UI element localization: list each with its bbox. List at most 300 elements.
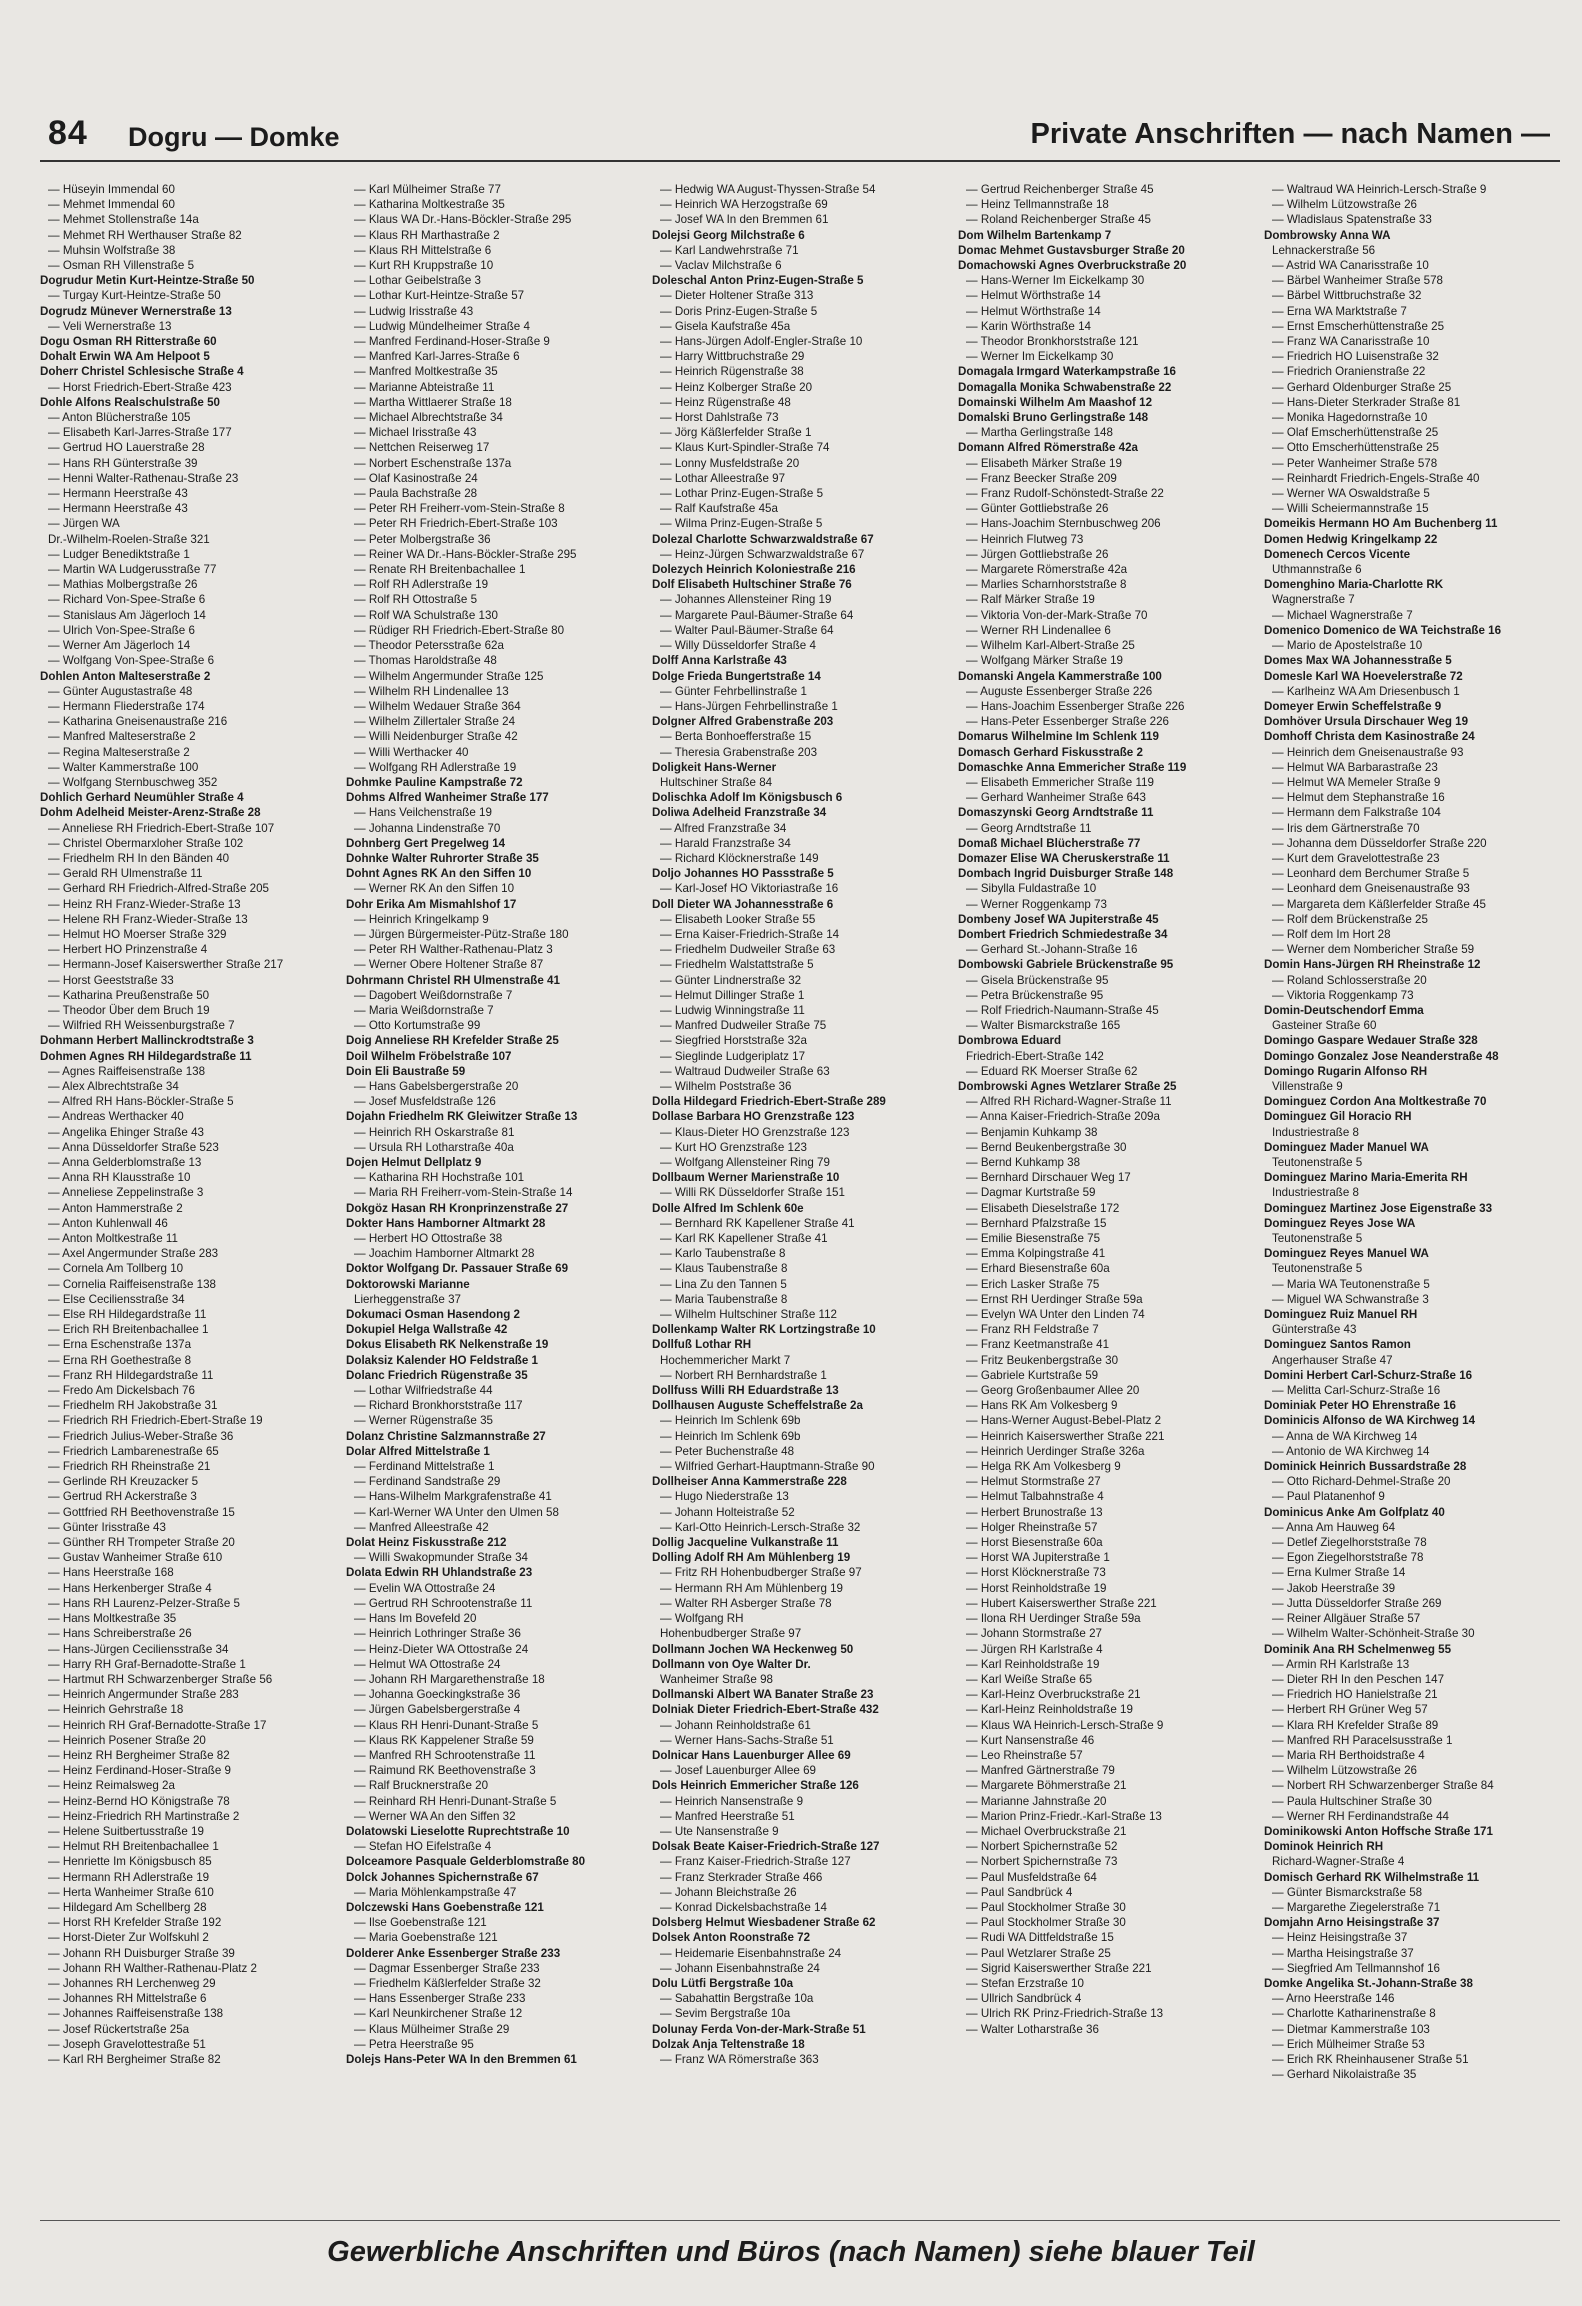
- directory-entry: — Dagmar Kurtstraße 59: [966, 1186, 1096, 1200]
- directory-surname-entry: Dominik Ana RH Schelmenweg 55: [1264, 1642, 1452, 1656]
- directory-entry: — Peter Buchenstraße 48: [660, 1444, 795, 1458]
- directory-entry: Hultschiner Straße 84: [660, 775, 773, 789]
- directory-entry: Gasteiner Straße 60: [1272, 1019, 1377, 1033]
- directory-entry: — Johanna Goeckingkstraße 36: [354, 1688, 521, 1702]
- directory-surname-entry: Dollig Jacqueline Vulkanstraße 11: [652, 1536, 839, 1550]
- directory-entry: — Bernd Kuhkamp 38: [966, 1156, 1081, 1169]
- directory-entry: — Johann Reinholdstraße 61: [660, 1718, 811, 1732]
- directory-entry: — Franz Beecker Straße 209: [966, 471, 1117, 485]
- directory-entry: — Richard Von-Spee-Straße 6: [48, 593, 206, 607]
- page-header: [40, 108, 1560, 156]
- directory-entry: — Manfred Moltkestraße 35: [354, 365, 498, 379]
- directory-entry: — Bärbel Wittbruchstraße 32: [1272, 289, 1422, 303]
- directory-entry: — Gabriele Kurtstraße 59: [966, 1368, 1099, 1382]
- directory-surname-entry: Domalski Bruno Gerlingstraße 148: [958, 411, 1149, 425]
- directory-surname-entry: Domaß Michael Blücherstraße 77: [958, 836, 1141, 850]
- directory-surname-entry: Domjahn Arno Heisingstraße 37: [1264, 1916, 1440, 1930]
- directory-entry: — Herbert RH Grüner Weg 57: [1272, 1703, 1428, 1717]
- directory-entry: — Gertrud RH Schrootenstraße 11: [354, 1596, 533, 1610]
- directory-entry: — Sibylla Fuldastraße 10: [966, 882, 1097, 896]
- directory-entry: — Herta Wanheimer Straße 610: [48, 1885, 214, 1899]
- directory-entry: — Petra Heerstraße 95: [354, 2037, 474, 2051]
- directory-entry: — Evelyn WA Unter den Linden 74: [966, 1308, 1145, 1322]
- directory-entry: — Leonhard dem Berchumer Straße 5: [1272, 867, 1470, 881]
- directory-entry: — Maria RH Freiherr-vom-Stein-Straße 14: [354, 1186, 573, 1200]
- directory-entry: — Heinrich Kaiserswerther Straße 221: [966, 1429, 1165, 1443]
- directory-columns: [40, 182, 1560, 2192]
- directory-surname-entry: Dominguez Mader Manuel WA: [1264, 1140, 1429, 1154]
- directory-entry: — Emma Kolpingstraße 41: [966, 1247, 1106, 1261]
- directory-entry: — Ferdinand Sandstraße 29: [354, 1475, 501, 1489]
- directory-entry: — Wolfgang RH: [660, 1612, 744, 1626]
- directory-entry: — Karl Landwehrstraße 71: [660, 243, 799, 257]
- directory-entry: — Helmut Wörthstraße 14: [966, 289, 1101, 303]
- directory-surname-entry: Dolezal Charlotte Schwarzwaldstraße 67: [652, 532, 874, 546]
- directory-surname-entry: Dolejsi Georg Milchstraße 6: [652, 228, 805, 242]
- page-number: 84: [48, 114, 88, 152]
- directory-entry: — Paula Bachstraße 28: [354, 487, 478, 501]
- directory-entry: — Else Ceciliensstraße 34: [48, 1292, 185, 1306]
- directory-surname-entry: Dokter Hans Hamborner Altmarkt 28: [346, 1216, 546, 1230]
- directory-entry: — Friedhelm RH Jakobstraße 31: [48, 1399, 218, 1413]
- directory-surname-entry: Dominicis Alfonso de WA Kirchweg 14: [1264, 1414, 1476, 1428]
- directory-entry: — Dieter Holtener Straße 313: [660, 289, 814, 303]
- directory-entry: — Walter Paul-Bäumer-Straße 64: [660, 623, 834, 637]
- directory-entry: — Ludwig Mündelheimer Straße 4: [354, 319, 530, 333]
- directory-entry: Industriestraße 8: [1272, 1125, 1359, 1139]
- directory-entry: — Evelin WA Ottostraße 24: [354, 1581, 496, 1595]
- directory-surname-entry: Dogrudur Metin Kurt-Heintze-Straße 50: [40, 274, 255, 288]
- directory-entry: — Hans-Wilhelm Markgrafenstraße 41: [354, 1490, 552, 1504]
- directory-entry: — Franz Keetmanstraße 41: [966, 1338, 1110, 1352]
- directory-entry: — Günter Lindnerstraße 32: [660, 973, 802, 987]
- directory-entry: — Hans-Peter Essenberger Straße 226: [966, 715, 1169, 729]
- directory-surname-entry: Dohnke Walter Ruhrorter Straße 35: [346, 851, 539, 865]
- directory-entry: — Werner WA An den Siffen 32: [354, 1809, 516, 1823]
- directory-entry: — Helmut Dillinger Straße 1: [660, 988, 805, 1002]
- directory-entry: — Bernhard Dirschauer Weg 17: [966, 1171, 1131, 1185]
- directory-entry: — Ralf Kaufstraße 45a: [660, 502, 778, 516]
- directory-entry: — Hans Im Bovefeld 20: [354, 1612, 477, 1626]
- directory-entry: — Lothar Geibelstraße 3: [354, 274, 481, 288]
- directory-entry: — Hermann dem Falkstraße 104: [1272, 806, 1441, 820]
- directory-entry: — Reinhard RH Henri-Dunant-Straße 5: [354, 1794, 557, 1808]
- directory-entry: — Armin RH Karlstraße 13: [1272, 1657, 1410, 1671]
- directory-entry: — Peter RH Walther-Rathenau-Platz 3: [354, 943, 553, 957]
- directory-entry: — Norbert RH Schwarzenberger Straße 84: [1272, 1779, 1494, 1793]
- directory-surname-entry: Domisch Gerhard RK Wilhelmstraße 11: [1264, 1870, 1480, 1884]
- directory-entry: — Gerhard RH Friedrich-Alfred-Straße 205: [48, 882, 269, 896]
- directory-entry: Angerhauser Straße 47: [1272, 1353, 1393, 1367]
- directory-entry: — Konrad Dickelsbachstraße 14: [660, 1900, 827, 1914]
- directory-entry: Lehnackerstraße 56: [1272, 243, 1376, 257]
- directory-surname-entry: Domagalla Monika Schwabenstraße 22: [958, 380, 1172, 394]
- directory-entry: — Willi Swakopmunder Straße 34: [354, 1551, 528, 1565]
- directory-entry: — Hans RK Am Volkesberg 9: [966, 1399, 1118, 1413]
- directory-surname-entry: Dogu Osman RH Ritterstraße 60: [40, 335, 217, 349]
- directory-surname-entry: Dominguez Martinez Jose Eigenstraße 33: [1264, 1201, 1493, 1215]
- directory-entry: — Heinrich Kringelkamp 9: [354, 912, 489, 926]
- directory-entry: — Marlies Scharnhorststraße 8: [966, 578, 1127, 592]
- directory-surname-entry: Dolderer Anke Essenberger Straße 233: [346, 1946, 561, 1960]
- directory-entry: — Heinrich Lothringer Straße 36: [354, 1627, 521, 1641]
- directory-surname-entry: Doktor Wolfgang Dr. Passauer Straße 69: [346, 1262, 569, 1276]
- directory-entry: — Norbert RH Bernhardstraße 1: [660, 1368, 827, 1382]
- directory-entry: — Waltraud WA Heinrich-Lersch-Straße 9: [1272, 183, 1487, 196]
- directory-entry: — Theodor Petersstraße 62a: [354, 639, 504, 653]
- directory-entry: — Josef Lauenburger Allee 69: [660, 1764, 816, 1778]
- directory-entry: — Angelika Ehinger Straße 43: [48, 1125, 204, 1139]
- directory-surname-entry: Dolceamore Pasquale Gelderblomstraße 80: [346, 1855, 586, 1869]
- directory-surname-entry: Dominguez Santos Ramon: [1264, 1338, 1411, 1352]
- header-divider: [40, 160, 1560, 162]
- directory-entry: — Karin Wörthstraße 14: [966, 319, 1091, 333]
- directory-entry: — Heinz Ferdinand-Hoser-Straße 9: [48, 1764, 231, 1778]
- directory-surname-entry: Dollmanski Albert WA Banater Straße 23: [652, 1688, 874, 1702]
- directory-entry: — Manfred Dudweiler Straße 75: [660, 1019, 827, 1033]
- directory-surname-entry: Dohmke Pauline Kampstraße 72: [346, 775, 523, 789]
- directory-entry: — Wilhelm Walter-Schönheit-Straße 30: [1272, 1627, 1475, 1641]
- directory-entry: — Josef WA In den Bremmen 61: [660, 213, 829, 227]
- directory-entry: — Werner Rügenstraße 35: [354, 1414, 493, 1428]
- directory-entry: — Klaus Mülheimer Straße 29: [354, 2022, 510, 2036]
- directory-entry: — Franz WA Canarisstraße 10: [1272, 335, 1430, 349]
- directory-surname-entry: Dombowski Gabriele Brückenstraße 95: [958, 958, 1174, 972]
- directory-entry: — Ulrich Von-Spee-Straße 6: [48, 623, 195, 637]
- directory-entry: — Sieglinde Ludgeriplatz 17: [660, 1049, 806, 1063]
- directory-entry: — Hans-Joachim Sternbuschweg 206: [966, 517, 1161, 531]
- directory-entry: — Rolf dem Im Hort 28: [1272, 927, 1391, 941]
- directory-entry: — Walter Bismarckstraße 165: [966, 1019, 1121, 1033]
- directory-entry: — Peter RH Friedrich-Ebert-Straße 103: [354, 517, 558, 531]
- directory-entry: — Wilfried RH Weissenburgstraße 7: [48, 1019, 235, 1033]
- directory-surname-entry: Domen Hedwig Kringelkamp 22: [1264, 532, 1438, 546]
- directory-entry: — Werner Im Eickelkamp 30: [966, 350, 1114, 364]
- directory-entry: — Rolf WA Schulstraße 130: [354, 608, 498, 622]
- directory-entry: — Axel Angermunder Straße 283: [48, 1247, 219, 1261]
- directory-entry: — Heinrich RH Oskarstraße 81: [354, 1125, 515, 1139]
- directory-entry: — Marianne Abteistraße 11: [354, 380, 495, 394]
- directory-entry: — Helmut HO Moerser Straße 329: [48, 927, 227, 941]
- directory-entry: — Theresia Grabenstraße 203: [660, 745, 818, 759]
- directory-entry: — Harald Franzstraße 34: [660, 836, 791, 850]
- directory-entry: — Maria RH Berthoidstraße 4: [1272, 1748, 1425, 1762]
- directory-entry: — Heinz-Dieter WA Ottostraße 24: [354, 1642, 529, 1656]
- directory-surname-entry: Dogrudz Münever Wernerstraße 13: [40, 304, 232, 318]
- directory-entry: — Erna Kaiser-Friedrich-Straße 14: [660, 927, 840, 941]
- directory-entry: — Wilhelm Lützowstraße 26: [1272, 1764, 1417, 1778]
- directory-surname-entry: Dolatowski Lieselotte Ruprechtstraße 10: [346, 1824, 570, 1838]
- directory-entry: — Doris Prinz-Eugen-Straße 5: [660, 304, 818, 318]
- directory-surname-entry: Dominguez Gil Horacio RH: [1264, 1110, 1412, 1124]
- directory-entry: — Heinrich Im Schlenk 69b: [660, 1414, 801, 1428]
- directory-entry: — Sigrid Kaiserswerther Straße 221: [966, 1961, 1152, 1975]
- directory-surname-entry: Dokumaci Osman Hasendong 2: [346, 1308, 520, 1322]
- directory-entry: — Norbert Eschenstraße 137a: [354, 456, 512, 470]
- directory-entry: — Karl-Werner WA Unter den Ulmen 58: [354, 1505, 559, 1519]
- directory-entry: — Leo Rheinstraße 57: [966, 1748, 1083, 1762]
- directory-entry: — Ursula RH Lotharstraße 40a: [354, 1140, 514, 1154]
- directory-surname-entry: Doljo Johannes HO Passstraße 5: [652, 867, 834, 881]
- directory-entry: — Maria Möhlenkampstraße 47: [354, 1885, 517, 1899]
- directory-surname-entry: Dolu Lütfi Bergstraße 10a: [652, 1976, 794, 1990]
- directory-entry: — Heinz-Bernd HO Königstraße 78: [48, 1794, 230, 1808]
- directory-entry: — Siegfried Horststraße 32a: [660, 1034, 807, 1048]
- directory-surname-entry: Dollfuß Lothar RH: [652, 1338, 752, 1352]
- directory-surname-entry: Dominicus Anke Am Golfplatz 40: [1264, 1505, 1445, 1519]
- directory-surname-entry: Doligkeit Hans-Werner: [652, 760, 777, 774]
- directory-entry: — Heinrich Rügenstraße 38: [660, 365, 804, 379]
- directory-entry: — Christel Obermarxloher Straße 102: [48, 836, 244, 850]
- directory-entry: — Friedhelm Käßlerfelder Straße 32: [354, 1976, 541, 1990]
- directory-entry: — Hubert Kaiserswerther Straße 221: [966, 1596, 1157, 1610]
- directory-entry: — Ullrich Sandbrück 4: [966, 1992, 1082, 2006]
- directory-surname-entry: Dollmann Jochen WA Heckenweg 50: [652, 1642, 854, 1656]
- directory-entry: — Stanislaus Am Jägerloch 14: [48, 608, 206, 622]
- directory-surname-entry: Dohle Alfons Realschulstraße 50: [40, 395, 220, 409]
- directory-entry: — Kurt dem Gravelottestraße 23: [1272, 851, 1440, 865]
- directory-entry: — Wilhelm Zillertaler Straße 24: [354, 715, 516, 729]
- directory-entry: — Anna Düsseldorfer Straße 523: [48, 1140, 219, 1154]
- directory-surname-entry: Dollheiser Anna Kammerstraße 228: [652, 1475, 847, 1489]
- directory-entry: — Hans Veilchenstraße 19: [354, 806, 492, 820]
- directory-entry: — Fritz Beukenbergstraße 30: [966, 1353, 1119, 1367]
- directory-entry: — Anna Am Hauweg 64: [1272, 1520, 1396, 1534]
- directory-entry: — Johann RH Margarethenstraße 18: [354, 1672, 545, 1686]
- directory-entry: — Kurt Nansenstraße 46: [966, 1733, 1095, 1747]
- directory-entry: — Elisabeth Karl-Jarres-Straße 177: [48, 426, 232, 440]
- directory-entry: — Hedwig WA August-Thyssen-Straße 54: [660, 183, 876, 196]
- directory-entry: — Martha Heisingstraße 37: [1272, 1946, 1414, 1960]
- directory-surname-entry: Dombeny Josef WA Jupiterstraße 45: [958, 912, 1159, 926]
- directory-surname-entry: Dolle Alfred Im Schlenk 60e: [652, 1201, 804, 1215]
- directory-entry: — Gertrud HO Lauerstraße 28: [48, 441, 205, 455]
- directory-entry: — Margareta dem Käßlerfelder Straße 45: [1272, 897, 1486, 911]
- directory-surname-entry: Dojen Helmut Dellplatz 9: [346, 1156, 482, 1169]
- directory-entry: — Horst-Dieter Zur Wolfskuhl 2: [48, 1931, 209, 1945]
- directory-surname-entry: Domhöver Ursula Dirschauer Weg 19: [1264, 715, 1469, 729]
- directory-entry: — Manfred Gärtnerstraße 79: [966, 1764, 1115, 1778]
- directory-entry: — Hans Moltkestraße 35: [48, 1612, 177, 1626]
- directory-entry: — Erna WA Marktstraße 7: [1272, 304, 1407, 318]
- directory-surname-entry: Dombert Friedrich Schmiedestraße 34: [958, 927, 1168, 941]
- directory-entry: — Helene RH Franz-Wieder-Straße 13: [48, 912, 248, 926]
- directory-entry: — Gerhard St.-Johann-Straße 16: [966, 943, 1138, 957]
- directory-entry: — Anton Moltkestraße 11: [48, 1232, 178, 1246]
- directory-entry: — Bernhard Pfalzstraße 15: [966, 1216, 1107, 1230]
- directory-entry: — Marion Prinz-Friedr.-Karl-Straße 13: [966, 1809, 1162, 1823]
- directory-surname-entry: Dokus Elisabeth RK Nelkenstraße 19: [346, 1338, 549, 1352]
- directory-surname-entry: Dolling Adolf RH Am Mühlenberg 19: [652, 1551, 851, 1565]
- directory-entry: — Lina Zu den Tannen 5: [660, 1277, 787, 1291]
- directory-entry: — Auguste Essenberger Straße 226: [966, 684, 1153, 698]
- directory-entry: — Franz WA Römerstraße 363: [660, 2052, 819, 2066]
- directory-entry: — Alfred RH Hans-Böckler-Straße 5: [48, 1095, 234, 1109]
- directory-surname-entry: Domesle Karl WA Hoevelerstraße 72: [1264, 669, 1463, 683]
- directory-entry: — Karl-Heinz Overbruckstraße 21: [966, 1688, 1141, 1702]
- directory-entry: — Heinrich Posener Straße 20: [48, 1733, 206, 1747]
- directory-surname-entry: Domini Herbert Carl-Schurz-Straße 16: [1264, 1368, 1473, 1382]
- directory-surname-entry: Dolck Johannes Spichernstraße 67: [346, 1870, 539, 1884]
- directory-entry: — Horst Dahlstraße 73: [660, 411, 779, 425]
- directory-entry: Lierheggenstraße 37: [354, 1292, 461, 1306]
- directory-entry: — Anna Gelderblomstraße 13: [48, 1156, 202, 1169]
- directory-entry: — Jörg Käßlerfelder Straße 1: [660, 426, 812, 440]
- directory-entry: — Roland Schlosserstraße 20: [1272, 973, 1427, 987]
- directory-entry: — Wilma Prinz-Eugen-Straße 5: [660, 517, 823, 531]
- directory-surname-entry: Domainski Wilhelm Am Maashof 12: [958, 395, 1153, 409]
- directory-entry: — Erhard Biesenstraße 60a: [966, 1262, 1110, 1276]
- directory-surname-entry: Dominiak Peter HO Ehrenstraße 16: [1264, 1399, 1457, 1413]
- directory-surname-entry: Dolsek Anton Roonstraße 72: [652, 1931, 811, 1945]
- directory-entry: — Friedrich Oranienstraße 22: [1272, 365, 1426, 379]
- directory-entry: — Veli Wernerstraße 13: [48, 319, 172, 333]
- directory-entry: — Andreas Werthacker 40: [48, 1110, 184, 1124]
- directory-entry: — Heinrich Nansenstraße 9: [660, 1794, 804, 1808]
- directory-surname-entry: Dolata Edwin RH Uhlandstraße 23: [346, 1566, 533, 1580]
- directory-entry: — Wolfgang Allensteiner Ring 79: [660, 1156, 830, 1169]
- directory-entry: — Wladislaus Spatenstraße 33: [1272, 213, 1432, 227]
- directory-entry: — Miguel WA Schwanstraße 3: [1272, 1292, 1429, 1306]
- directory-surname-entry: Dolczewski Hans Goebenstraße 121: [346, 1900, 544, 1914]
- directory-surname-entry: Dohnberg Gert Pregelweg 14: [346, 836, 506, 850]
- directory-entry: — Günter Augustastraße 48: [48, 684, 193, 698]
- directory-surname-entry: Doig Anneliese RH Krefelder Straße 25: [346, 1034, 559, 1048]
- directory-entry: — Josef Musfeldstraße 126: [354, 1095, 496, 1109]
- directory-entry: — Waltraud Dudweiler Straße 63: [660, 1064, 830, 1078]
- directory-entry: — Willi RK Düsseldorfer Straße 151: [660, 1186, 845, 1200]
- directory-surname-entry: Dom Wilhelm Bartenkamp 7: [958, 228, 1112, 242]
- directory-entry: Günterstraße 43: [1272, 1323, 1357, 1337]
- directory-entry: — Walter RH Asberger Straße 78: [660, 1596, 832, 1610]
- directory-entry: — Jürgen Bürgermeister-Pütz-Straße 180: [354, 927, 569, 941]
- directory-entry: — Katharina Moltkestraße 35: [354, 198, 505, 212]
- directory-entry: — Horst WA Jupiterstraße 1: [966, 1551, 1110, 1565]
- directory-entry: — Ludwig Irisstraße 43: [354, 304, 474, 318]
- directory-entry: — Karl Reinholdstraße 19: [966, 1657, 1100, 1671]
- directory-entry: — Olaf Emscherhüttenstraße 25: [1272, 426, 1439, 440]
- directory-surname-entry: Dolff Anna Karlstraße 43: [652, 654, 787, 668]
- directory-surname-entry: Domin Hans-Jürgen RH Rheinstraße 12: [1264, 958, 1481, 972]
- directory-entry: — Hans-Werner August-Bebel-Platz 2: [966, 1414, 1162, 1428]
- directory-entry: — Anneliese RH Friedrich-Ebert-Straße 107: [48, 821, 275, 835]
- directory-entry: — Johann Bleichstraße 26: [660, 1885, 797, 1899]
- directory-entry: — Gerlinde RH Kreuzacker 5: [48, 1475, 199, 1489]
- directory-entry: — Karl-Otto Heinrich-Lersch-Straße 32: [660, 1520, 861, 1534]
- directory-surname-entry: Domarus Wilhelmine Im Schlenk 119: [958, 730, 1159, 744]
- directory-surname-entry: Dolla Hildegard Friedrich-Ebert-Straße 289: [652, 1095, 886, 1109]
- directory-entry: — Lothar Prinz-Eugen-Straße 5: [660, 487, 824, 501]
- directory-entry: — Klaus RH Henri-Dunant-Straße 5: [354, 1718, 539, 1732]
- directory-entry: — Helmut Wörthstraße 14: [966, 304, 1101, 318]
- directory-entry: — Maria Weißdornstraße 7: [354, 1003, 494, 1017]
- directory-entry: — Hans-Dieter Sterkrader Straße 81: [1272, 395, 1461, 409]
- directory-entry: — Wilfried Gerhart-Hauptmann-Straße 90: [660, 1460, 875, 1474]
- directory-surname-entry: Dolar Alfred Mittelstraße 1: [346, 1444, 490, 1458]
- directory-surname-entry: Dolischka Adolf Im Königsbusch 6: [652, 791, 843, 805]
- directory-entry: — Klaus RH Marthastraße 2: [354, 228, 500, 242]
- directory-entry: — Katharina Preußenstraße 50: [48, 988, 210, 1002]
- directory-entry: Uthmannstraße 6: [1272, 563, 1362, 577]
- directory-entry: — Thomas Haroldstraße 48: [354, 654, 497, 668]
- directory-entry: — Kurt RH Kruppstraße 10: [354, 259, 494, 273]
- directory-entry: — Mario de Apostelstraße 10: [1272, 639, 1423, 653]
- directory-entry: — Werner Hans-Sachs-Straße 51: [660, 1733, 834, 1747]
- directory-entry: — Hans Heerstraße 168: [48, 1566, 174, 1580]
- directory-surname-entry: Domasch Gerhard Fiskusstraße 2: [958, 745, 1143, 759]
- directory-entry: — Paul Musfeldstraße 64: [966, 1870, 1097, 1884]
- directory-entry: — Paul Sandbrück 4: [966, 1885, 1073, 1899]
- directory-entry: — Stefan Erzstraße 10: [966, 1976, 1084, 1990]
- directory-entry: — Johann Stormstraße 27: [966, 1627, 1102, 1641]
- directory-entry: — Gerald RH Ulmenstraße 11: [48, 867, 203, 881]
- directory-entry: — Franz Kaiser-Friedrich-Straße 127: [660, 1855, 851, 1869]
- directory-entry: — Ralf Brucknerstraße 20: [354, 1779, 489, 1793]
- directory-entry: — Werner Obere Holtener Straße 87: [354, 958, 544, 972]
- directory-entry: — Mehmet Stollenstraße 14a: [48, 213, 199, 227]
- directory-surname-entry: Dolunay Ferda Von-der-Mark-Straße 51: [652, 2022, 866, 2036]
- directory-entry: — Elisabeth Dieselstraße 172: [966, 1201, 1120, 1215]
- directory-entry: — Helmut WA Memeler Straße 9: [1272, 775, 1441, 789]
- directory-entry: — Josef Rückertstraße 25a: [48, 2022, 190, 2036]
- directory-entry: — Olaf Kasinostraße 24: [354, 471, 478, 485]
- directory-entry: — Elisabeth Looker Straße 55: [660, 912, 816, 926]
- directory-entry: — Katharina Gneisenaustraße 216: [48, 715, 228, 729]
- directory-surname-entry: Dolzak Anja Teltenstraße 18: [652, 2037, 805, 2051]
- directory-surname-entry: Doin Eli Baustraße 59: [346, 1064, 466, 1078]
- directory-entry: — Alfred Franzstraße 34: [660, 821, 787, 835]
- directory-entry: — Johanna Lindenstraße 70: [354, 821, 501, 835]
- directory-entry: Wanheimer Straße 98: [660, 1672, 773, 1686]
- directory-entry: — Anna RH Klausstraße 10: [48, 1171, 191, 1185]
- directory-surname-entry: Dohms Alfred Wanheimer Straße 177: [346, 791, 549, 805]
- directory-entry: — Hermann RH Adlerstraße 19: [48, 1870, 210, 1884]
- directory-entry: — Wilhelm Hultschiner Straße 112: [660, 1308, 837, 1322]
- directory-entry: — Jakob Heerstraße 39: [1272, 1581, 1396, 1595]
- directory-entry: — Friedhelm RH In den Bänden 40: [48, 851, 230, 865]
- directory-entry: — Norbert Spichernstraße 52: [966, 1840, 1118, 1854]
- directory-entry: — Hermann RH Am Mühlenberg 19: [660, 1581, 844, 1595]
- directory-surname-entry: Domazer Elise WA Cheruskerstraße 11: [958, 851, 1170, 865]
- directory-entry: — Werner WA Oswaldstraße 5: [1272, 487, 1430, 501]
- section-title: Private Anschriften — nach Namen —: [1030, 118, 1550, 150]
- directory-entry: Richard-Wagner-Straße 4: [1272, 1855, 1405, 1869]
- directory-surname-entry: Dollase Barbara HO Grenzstraße 123: [652, 1110, 855, 1124]
- directory-entry: — Harry RH Graf-Bernadotte-Straße 1: [48, 1657, 246, 1671]
- directory-entry: — Franz Sterkrader Straße 466: [660, 1870, 823, 1884]
- directory-entry: — Ulrich RK Prinz-Friedrich-Straße 13: [966, 2007, 1164, 2021]
- directory-entry: — Hans RH Laurenz-Pelzer-Straße 5: [48, 1596, 241, 1610]
- directory-entry: — Heinz-Friedrich RH Martinstraße 2: [48, 1809, 240, 1823]
- directory-entry: — Wolfgang Märker Straße 19: [966, 654, 1124, 668]
- directory-entry: — Wolfgang Von-Spee-Straße 6: [48, 654, 215, 668]
- directory-entry: — Hans Herkenberger Straße 4: [48, 1581, 212, 1595]
- directory-surname-entry: Dokgöz Hasan RH Kronprinzenstraße 27: [346, 1201, 569, 1215]
- directory-entry: — Klaus-Dieter HO Grenzstraße 123: [660, 1125, 850, 1139]
- directory-entry: — Siegfried Am Tellmannshof 16: [1272, 1961, 1440, 1975]
- directory-entry: — Turgay Kurt-Heintze-Straße 50: [48, 289, 221, 303]
- directory-entry: — Theodor Bronkhorststraße 121: [966, 335, 1139, 349]
- directory-surname-entry: Dominguez Marino Maria-Emerita RH: [1264, 1171, 1468, 1185]
- directory-entry: — Elisabeth Märker Straße 19: [966, 456, 1122, 470]
- directory-entry: — Horst Biesenstraße 60a: [966, 1536, 1103, 1550]
- directory-entry: — Wolfgang Sternbuschweg 352: [48, 775, 218, 789]
- directory-entry: — Monika Hagedornstraße 10: [1272, 411, 1428, 425]
- directory-entry: — Heinrich RH Graf-Bernadotte-Straße 17: [48, 1718, 267, 1732]
- directory-entry: — Hans-Jürgen Ceciliensstraße 34: [48, 1642, 229, 1656]
- directory-entry: — Karl-Heinz Reinholdstraße 19: [966, 1703, 1133, 1717]
- directory-entry: — Heinrich Flutweg 73: [966, 532, 1084, 546]
